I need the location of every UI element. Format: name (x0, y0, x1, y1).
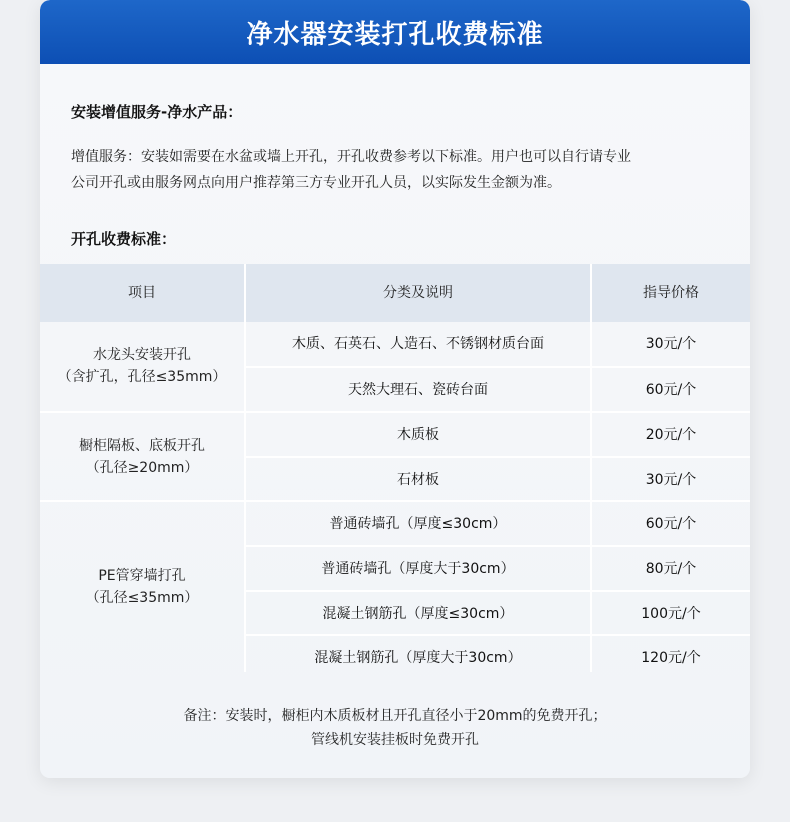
remark-line: 备注：安装时，橱柜内木质板材且开孔直径小于20mm的免费开孔； (183, 708, 607, 724)
group-note: （含扩孔，孔径≤35mm） (57, 369, 227, 385)
table-cell-desc: 石材板 (397, 472, 439, 488)
group-note: （孔径≤35mm） (85, 590, 199, 606)
page-title: 净水器安装打孔收费标准 (246, 19, 544, 50)
table-cell-price: 60元/个 (645, 382, 697, 398)
table-cell-desc: 木质板 (397, 427, 439, 443)
table-group-cabinet (40, 413, 244, 501)
table-cell-desc: 普通砖墙孔（厚度≤30cm） (329, 516, 507, 532)
column-header-price: 指导价格 (643, 285, 699, 301)
column-header-category: 分类及说明 (383, 285, 453, 301)
table-group-pe-pipe (40, 502, 244, 672)
group-name: 水龙头安装开孔 (92, 347, 191, 363)
column-header-item: 项目 (128, 285, 156, 301)
table-group-faucet (40, 322, 244, 410)
service-description-line: 增值服务：安装如需要在水盆或墙上开孔，开孔收费参考以下标准。用户也可以自行请专业 (71, 149, 631, 165)
table-cell-desc: 木质、石英石、人造石、不锈钢材质台面 (292, 336, 544, 352)
service-description-line: 公司开孔或由服务网点向用户推荐第三方专业开孔人员，以实际发生金额为准。 (71, 175, 561, 191)
service-heading: 安装增值服务-净水产品： (71, 103, 243, 121)
table-cell-price: 100元/个 (641, 606, 701, 622)
remark-line: 管线机安装挂板时免费开孔 (311, 732, 479, 748)
fee-standard-card (40, 0, 750, 778)
fees-heading: 开孔收费标准： (71, 230, 177, 248)
group-name: 橱柜隔板、底板开孔 (79, 438, 205, 454)
table-cell-price: 60元/个 (645, 516, 697, 532)
table-cell-desc: 混凝土钢筋孔（厚度≤30cm） (322, 606, 514, 622)
remark-note (40, 704, 750, 752)
table-cell-desc: 混凝土钢筋孔（厚度大于30cm） (314, 650, 522, 666)
table-cell-price: 30元/个 (645, 336, 697, 352)
title-banner (40, 0, 750, 64)
table-cell-price: 80元/个 (645, 561, 697, 577)
group-note: （孔径≥20mm） (85, 460, 199, 476)
service-description (71, 144, 721, 196)
table-cell-price: 120元/个 (641, 650, 701, 666)
table-cell-desc: 天然大理石、瓷砖台面 (348, 382, 488, 398)
table-cell-desc: 普通砖墙孔（厚度大于30cm） (321, 561, 515, 577)
group-name: PE管穿墙打孔 (98, 568, 186, 584)
table-header-row (40, 264, 750, 322)
table-cell-price: 20元/个 (645, 427, 697, 443)
table-cell-price: 30元/个 (645, 472, 697, 488)
